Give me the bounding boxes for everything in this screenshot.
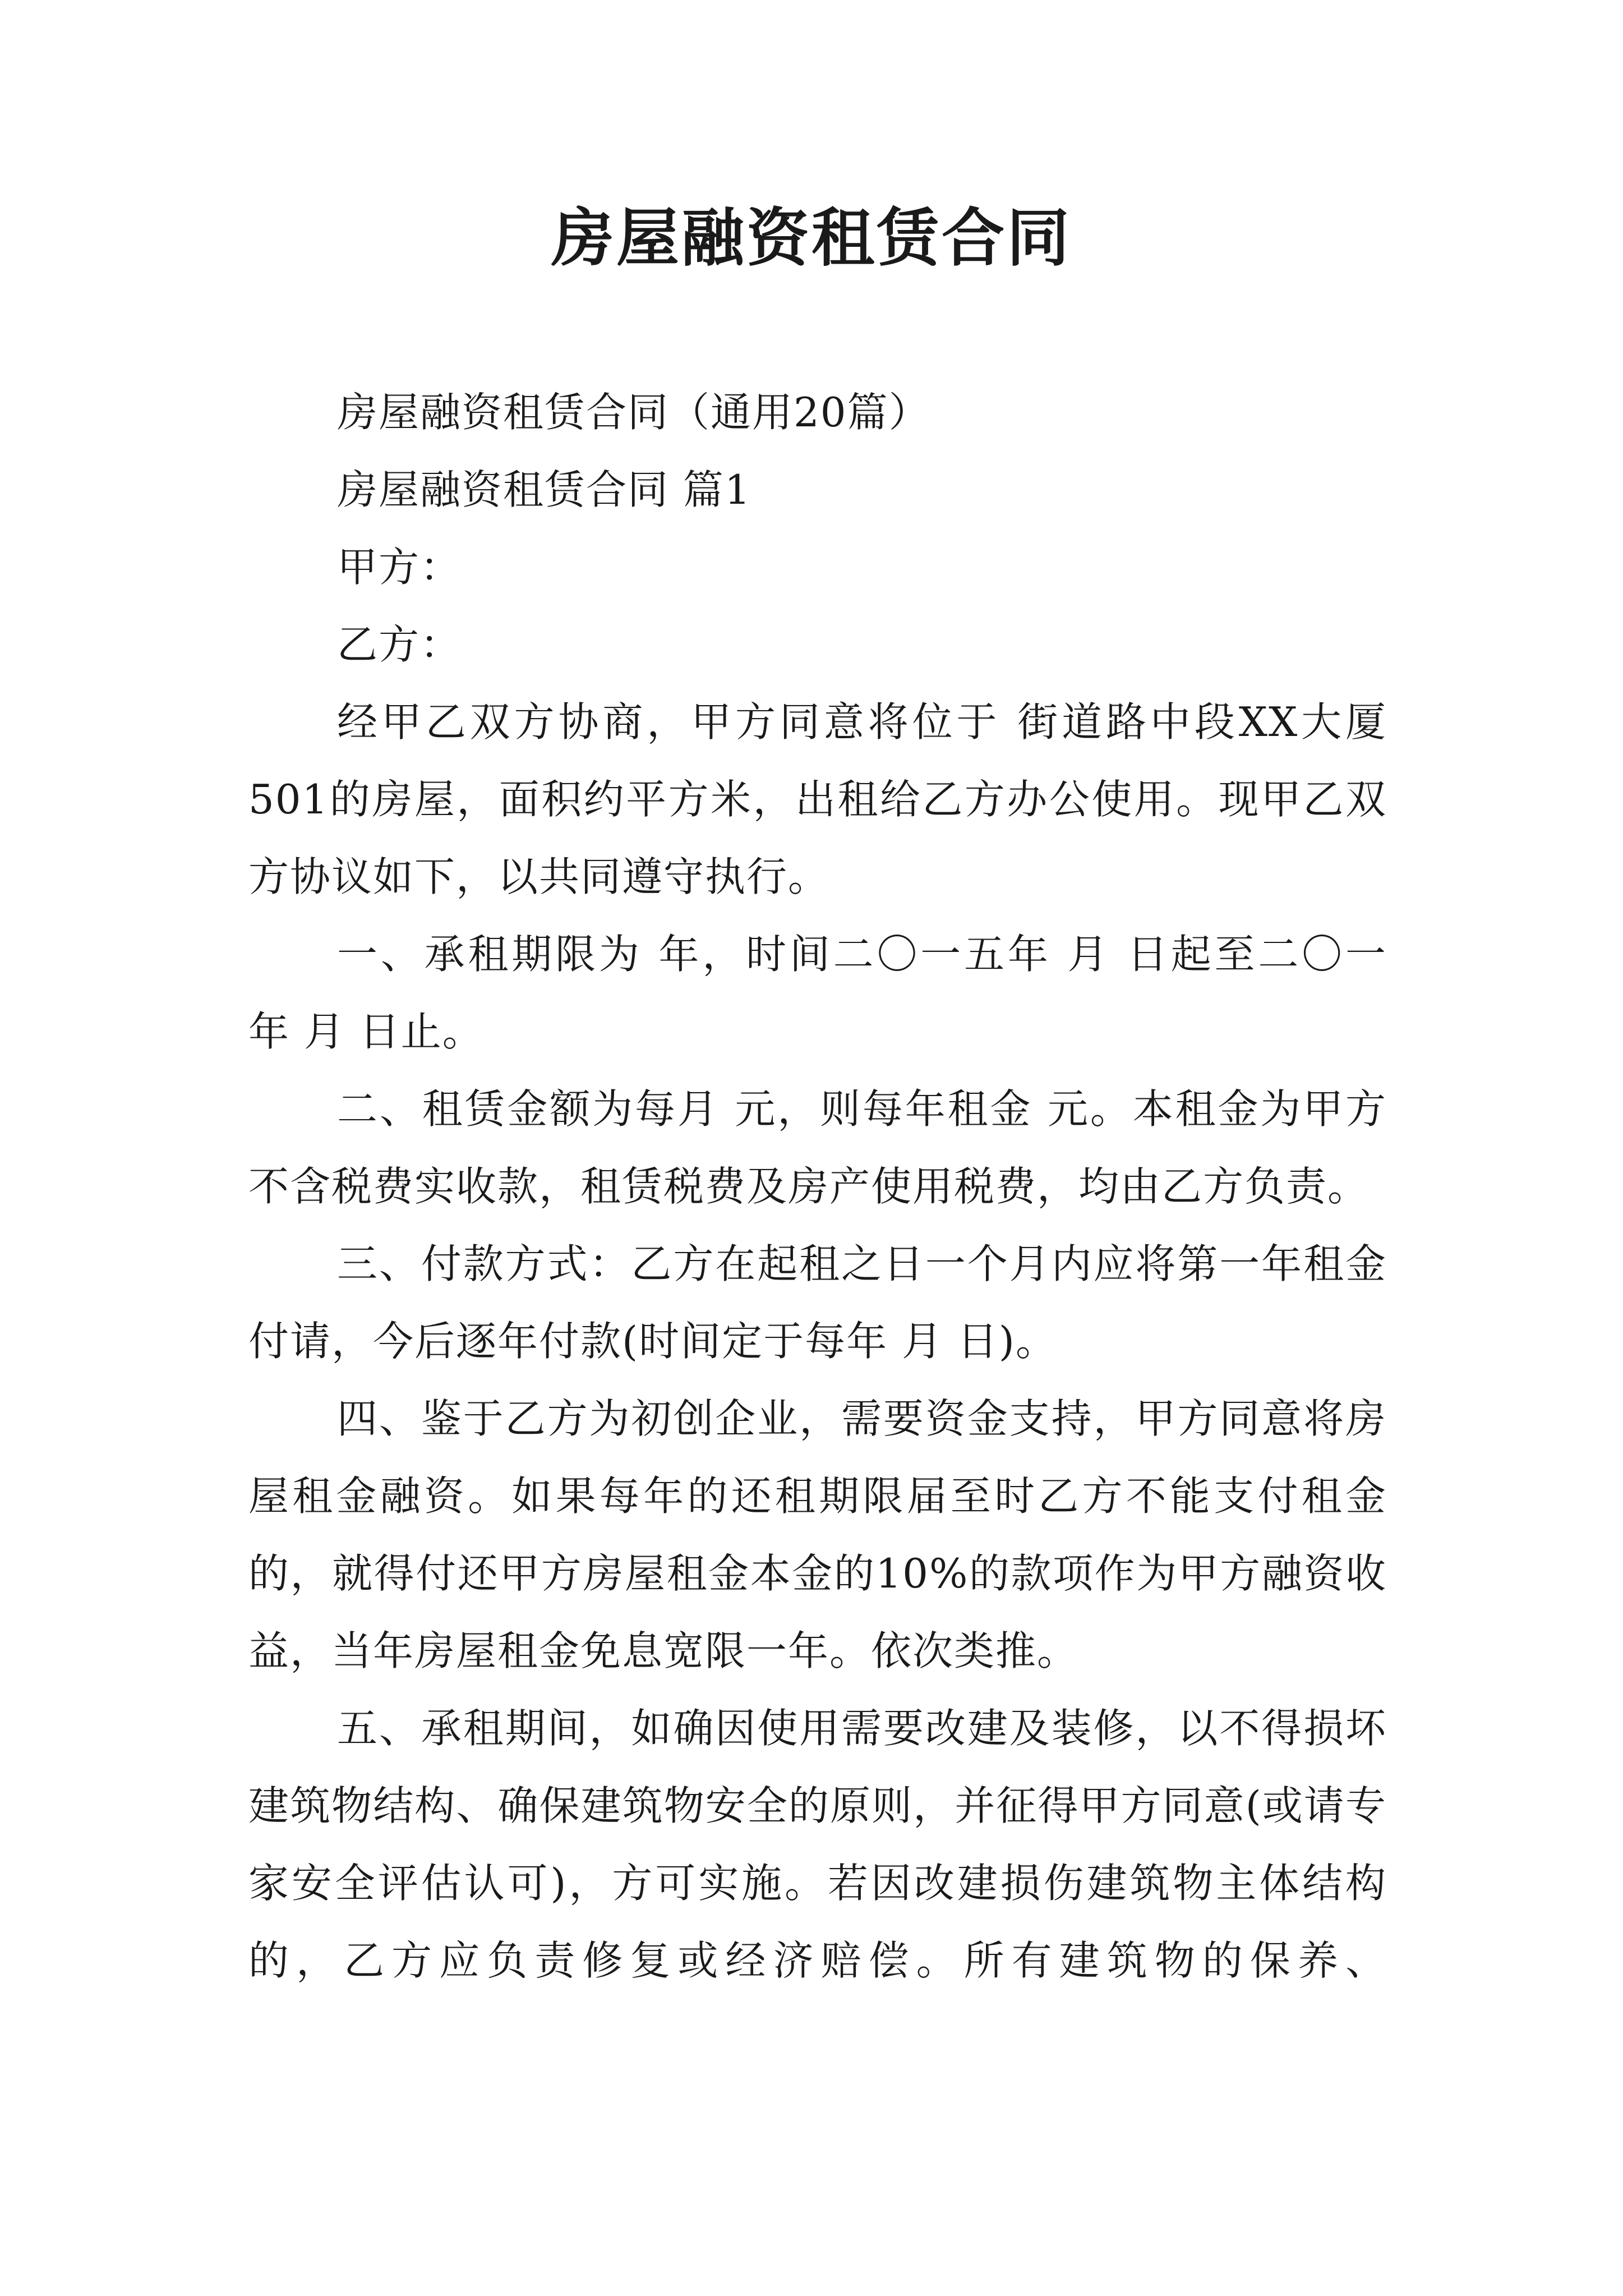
clause-3-paragraph: 三、付款方式：乙方在起租之日一个月内应将第一年租金付请，今后逐年付款(时间定于每年 月 日)。 (248, 1240, 1387, 1365)
party-a-line: 甲方： (337, 544, 462, 591)
clause-1-paragraph: 一、承租期限为 年，时间二〇一五年 月 日起至二〇一 年 月 日止。 (248, 931, 1387, 1055)
clause-5-paragraph: 五、承租期间，如确因使用需要改建及装修，以不得损坏建筑物结构、确保建筑物安全的原则，并征得甲方同意(或请专家安全评估认可)，方可实施。若因改建损伤建筑物主体结构的，乙方应负责修复或经济赔偿。所有建筑物的保养、 (248, 1705, 1387, 1984)
section-heading: 房屋融资租赁合同 篇1 (337, 466, 751, 513)
clause-2-paragraph: 二、租赁金额为每月 元，则每年租金 元。本租金为甲方不含税费实收款，租赁税费及房产使用税费，均由乙方负责。 (248, 1085, 1387, 1210)
clause-4-paragraph: 四、鉴于乙方为初创企业，需要资金支持，甲方同意将房屋租金融资。如果每年的还租期限届至时乙方不能支付租金的，就得付还甲方房屋租金本金的10%的款项作为甲方融资收益，当年房屋租金免息宽限一年。依次类推。 (248, 1395, 1387, 1674)
party-b-line: 乙方： (337, 621, 462, 668)
document-title: 房屋融资租赁合同 (551, 201, 1072, 275)
intro-paragraph: 经甲乙双方协商，甲方同意将位于 街道路中段XX大厦501的房屋，面积约平方米，出租给乙方办公使用。现甲乙双方协议如下，以共同遵守执行。 (248, 698, 1387, 900)
document-body (248, 374, 1387, 1999)
subtitle-paragraph: 房屋融资租赁合同（通用20篇） (337, 389, 930, 436)
